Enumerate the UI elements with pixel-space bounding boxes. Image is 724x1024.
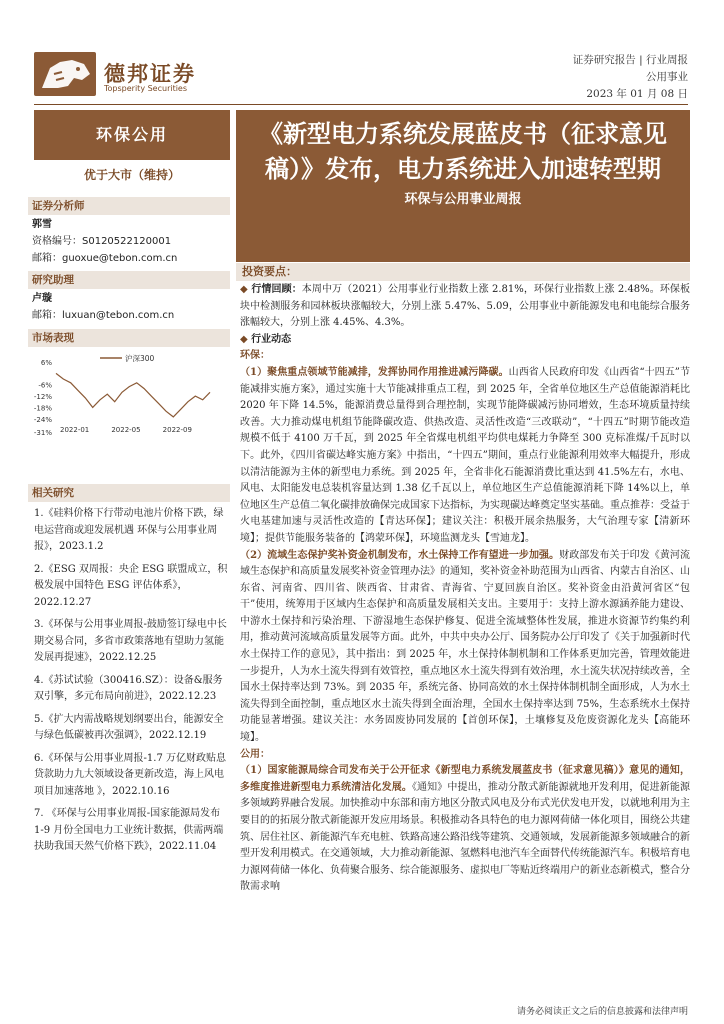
y-tick-label: -31% [33, 429, 52, 437]
title-box [236, 110, 690, 262]
env-label: 环保： [240, 350, 270, 362]
assistant-name: 卢璇 [32, 293, 52, 304]
analyst-email[interactable]: 邮箱：guoxue@tebon.com.cn [32, 253, 178, 264]
x-tick-label: 2022-05 [111, 426, 141, 434]
review-text: 本周中万（2021）公用事业行业指数上涨 2.81%，环保行业指数上涨 2.48%。环保板块中检测服务和园林板块涨幅较大，分别上涨 5.47%、5.09，公用事业中新能源发电和电能综合服务涨幅较大，分别上涨 4.45%、4.3%。 [240, 284, 691, 329]
main-content [240, 282, 690, 896]
bullet-icon: ◆ [240, 284, 252, 295]
analyst-info [32, 216, 177, 267]
assistant-email[interactable]: 邮箱：luxuan@tebon.com.cn [32, 310, 175, 321]
bullet-icon: ◆ [240, 333, 252, 345]
related-item[interactable]: 5.《扩大内需战略规划纲要出台，能源安全与绿色低碳被再次强调》，2022.12.19 [34, 713, 224, 741]
s3-text: 《通知》中提出，推动分散式新能源就地开发利用，促进新能源多领域跨界融合发展。加快推动中东部和南方地区分散式风电及分布式光伏发电开发，以就地利用为主要目的的拓展分散式新能源开发应用场景。积极推动各具特色的电力源网荷储一体化项目，围绕公共建筑、居住社区、新能源汽车充电桩、铁路高速公路沿线等建筑、交通领域，发展新能源多领域融合的新型开发利用模式。在交通领域，大力推动新能源、氢燃料电池汽车全面替代传统能源汽车。积极培育电力源网荷储一体化、负荷聚合服务、综合能源服务、虚拟电厂等贴近终端用户的新业态新模式，整合分散需求响 [240, 781, 691, 893]
related-list [34, 506, 230, 862]
related-item[interactable]: 1.《硅料价格下行带动电池片价格下跌，绿电运营商或迎发展机遇 环保与公用事业周报》，2023.1.2 [34, 508, 224, 552]
y-tick-label: -24% [33, 415, 52, 424]
rating: 优于大市（维持） [83, 168, 180, 182]
series-line [56, 373, 210, 417]
y-tick-label: -6% [38, 381, 52, 390]
y-tick-label: -12% [33, 393, 52, 402]
sector-banner: 环保公用 [34, 110, 230, 160]
logo-mark [34, 52, 96, 96]
header-divider [34, 104, 688, 105]
s1-title: （1）聚焦重点领域节能减排，发挥协同作用推进减污降碳。 [240, 366, 509, 378]
y-tick-label: 6% [40, 359, 52, 367]
header-meta [573, 52, 688, 103]
s3-title: （1）国家能源局综合司发布关于公开征求《新型电力系统发展蓝皮书（征求意见稿）》意见的通知，多维度推进新型电力系统清洁化发展。 [240, 765, 690, 793]
market-header: 市场表现 [28, 329, 230, 347]
s1-text: 山西省人民政府印发《山西省“十四五”节能减排实施方案》，通过实施十大节能减排重点工程，到 2025 年，全省单位地区生产总值能源消耗比 2020 年下降 14.5%，能源消费总量得到合理控制，实现节能降碳减污协同增效，生态环境质量持续改善。大力推动煤电机组节能降碳改造、供热改造、灵活性改造“三改联动”，“十四五”时期节能改造规模不低于 4100 万千瓦，到 2025 年全省煤电机组平均供电煤耗力争降至 300 克标准煤/千瓦时以下。此外，《四川省碳达峰实施方案》中指出，“十四五”期间，重点行业能源利用效率大幅提升，形成以清洁能源为主体的新型电力系统。到 2025 年，全省非化石能源消费比重达到 41.5%左右，水电、风电、太阳能发电总装机容量达到 1.38 亿千瓦以上，单位地区生产总值能源消耗下降 14%以上，单位地区生产总值二氧化碳排放确保完成国家下达指标，为实现碳达峰奠定坚实基础。重点推荐：受益于火电基建加速与灵活性改造的【青达环保】；建议关注：积极开展余热服务，大气治理专家【清新环境】；提供节能服务装备的【鸿蒙环保】，环境监测龙头【雪迪龙】。 [240, 366, 690, 544]
industry: 公用事业 [646, 71, 688, 83]
util-label: 公用： [240, 748, 270, 760]
related-item[interactable]: 4.《苏试试验（300416.SZ）：设备&服务双引擎，多元布局向前进》，2022.12.23 [34, 674, 223, 702]
footer-disclaimer: 请务必阅读正文之后的信息披露和法律声明 [516, 1007, 688, 1017]
related-item[interactable]: 3.《环保与公用事业周报-鼓励签订绿电中长期交易合同，多省市政策落地有望助力氢能发展再提速》，2022.12.25 [34, 619, 227, 663]
legend-label: 沪深300 [125, 354, 155, 363]
y-tick-label: -18% [33, 404, 52, 413]
market-chart [30, 352, 230, 448]
x-tick-label: 2022-09 [162, 426, 192, 434]
logo-cn: 德邦证券 [104, 62, 196, 86]
s2-text: 财政部发布关于印发《黄河流域生态保护和高质量发展奖补资金管理办法》的通知，奖补资金补助范围为山西省、内蒙古自治区、山东省、河南省、四川省、陕西省、甘肃省、青海省、宁夏回族自治区。奖补资金由沿黄河省区“包干”使用，统筹用于区域内生态保护和高质量发展相关支出。主要用于：支持上游水源涵养能力建设、中游水土保持和污染治理、下游湿地生态保护修复、促进全流域整体性发展，推进水资源节约集约利用，推动黄河流域高质量发展等方面。此外，中共中央办公厅、国务院办公厅印发了《关于加强新时代水土保持工作的意见》，其中指出：到 2025 年，水土保持体制机制和工作体系更加完善，管理效能进一步提升，人为水土流失得到有效管控，重点地区水土流失得到有效治理，水土流失状况持续改善，全国水土保持率达到 73%。到 2035 年，系统完备、协同高效的水土保持体制机制全面形成，人为水土流失得到全面控制，重点地区水土流失得到全面治理，全国水土保持率达到 75%，生态系统水土保持功能显著增强。建议关注：水务固废协同发展的【首创环保】，土壤修复及危废资源化龙头【高能环境】。 [240, 549, 690, 744]
logo-en: Topsperity Securities [104, 84, 188, 93]
report-title: 《新型电力系统发展蓝皮书（征求意见稿）》发布，电力系统进入加速转型期 [259, 119, 667, 183]
related-item[interactable]: 7. 《环保与公用事业周报-国家能源局发布 1-9 月份全国电力工业统计数据，供需两端扶助我国天然气价格下跌》，2022.11.04 [34, 808, 224, 852]
assistant-info [32, 290, 174, 324]
related-item[interactable]: 2.《ESG 双周报：央企 ESG 联盟成立，积极发展中国特色 ESG 评估体系》，2022.12.27 [34, 563, 228, 608]
analyst-name: 郭雪 [32, 219, 52, 230]
report-date: 2023 年 01 月 08 日 [586, 88, 688, 100]
related-header: 相关研究 [28, 484, 230, 502]
analyst-cert: 资格编号：S0120522120001 [32, 236, 172, 247]
x-tick-label: 2022-01 [60, 426, 90, 434]
assistant-header: 研究助理 [28, 271, 230, 289]
dynamics-label: 行业动态 [251, 333, 292, 345]
points-header: 投资要点： [236, 263, 690, 281]
review-label: 行情回顾： [251, 284, 302, 295]
report-subtitle: 环保与公用事业周报 [404, 192, 522, 207]
related-item[interactable]: 6.《环保与公用事业周报-1.7 万亿财政贴息贷款助力九大领域设备更新改造，海上风电项目加速落地 》，2022.10.16 [34, 752, 227, 797]
tiger-logo-icon [34, 52, 96, 96]
analyst-header: 证券分析师 [28, 197, 230, 215]
s2-title: （2）流域生态保护奖补资金机制发布，水土保持工作有望进一步加强。 [240, 549, 560, 561]
report-type: 证券研究报告 | 行业周报 [572, 54, 688, 66]
